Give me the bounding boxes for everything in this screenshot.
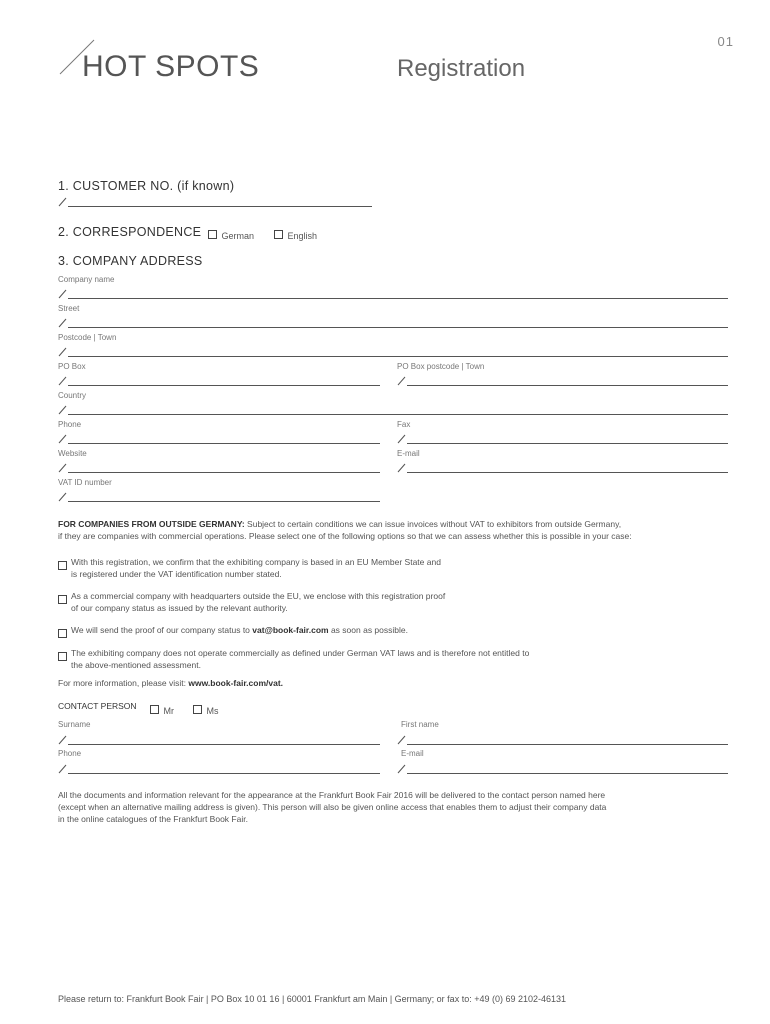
german-label: German xyxy=(221,231,254,241)
country-field[interactable] xyxy=(58,403,728,415)
vat-option-4-text xyxy=(71,647,529,671)
phone-label: Phone xyxy=(58,420,82,429)
correspondence-heading: 2. CORRESPONDENCE xyxy=(58,225,202,239)
more-info-text: For more information, please visit: xyxy=(58,678,189,688)
vat-intro-bold: FOR COMPANIES FROM OUTSIDE GERMANY: xyxy=(58,519,245,529)
field-slash-icon xyxy=(397,432,407,444)
postcode-town-field[interactable] xyxy=(58,345,728,357)
surname-field[interactable] xyxy=(58,733,380,745)
vat-option-4-checkbox[interactable] xyxy=(58,648,67,666)
field-slash-icon xyxy=(397,733,407,745)
english-option[interactable] xyxy=(274,226,317,244)
vat-option-2-text xyxy=(71,590,445,614)
field-slash-icon xyxy=(397,461,407,473)
contact-person-heading: CONTACT PERSON xyxy=(58,701,137,711)
mr-checkbox[interactable] xyxy=(150,705,159,714)
contact-email-label: E-mail xyxy=(401,749,424,758)
vat-option-2-line2: of our company status as issued by the relevant authority. xyxy=(71,603,288,613)
po-box-field[interactable] xyxy=(58,374,380,386)
field-slash-icon xyxy=(58,733,68,745)
postcode-town-label: Postcode | Town xyxy=(58,333,117,342)
field-slash-icon xyxy=(58,345,68,357)
first-name-field[interactable] xyxy=(397,733,728,745)
english-label: English xyxy=(287,231,317,241)
vat-option-1-text xyxy=(71,556,441,580)
company-name-label: Company name xyxy=(58,275,115,284)
contact-notice xyxy=(58,789,748,825)
footer-return-address: Please return to: Frankfurt Book Fair | PO Box 10 01 16 | 60001 Frankfurt am Main | Germany; or fax to: +49 (0) 69 2102-46131 xyxy=(58,994,567,1004)
website-label: Website xyxy=(58,449,87,458)
website-field[interactable] xyxy=(58,461,380,473)
notice-line1: All the documents and information relevant for the appearance at the Frankfurt Book Fair 2016 will be delivered to the contact person named here xyxy=(58,790,606,800)
more-info-link[interactable]: www.book-fair.com/vat. xyxy=(188,678,284,688)
vat-option-2-checkbox[interactable] xyxy=(58,591,67,609)
field-slash-icon xyxy=(58,316,68,328)
email-label: E-mail xyxy=(397,449,420,458)
po-box-postcode-field[interactable] xyxy=(397,374,728,386)
vat-option-4-line2: the above-mentioned assessment. xyxy=(71,660,201,670)
field-slash-icon xyxy=(58,461,68,473)
vat-intro-line1 xyxy=(58,518,738,530)
vat-option-1-line2: is registered under the VAT identification number stated. xyxy=(71,569,282,579)
page-title: Registration xyxy=(397,55,526,82)
customer-no-heading: 1. CUSTOMER NO. (if known) xyxy=(58,179,235,193)
field-slash-icon xyxy=(58,762,68,774)
contact-phone-label: Phone xyxy=(58,749,82,758)
company-address-heading: 3. COMPANY ADDRESS xyxy=(58,254,203,268)
notice-line3: in the online catalogues of the Frankfurt Book Fair. xyxy=(58,814,248,824)
field-slash-icon xyxy=(58,432,68,444)
german-checkbox[interactable] xyxy=(208,230,217,239)
ms-option[interactable] xyxy=(193,701,218,719)
vat-option-3-checkbox[interactable] xyxy=(58,625,67,643)
vat-email-link[interactable]: vat@book-fair.com xyxy=(252,625,329,635)
contact-phone-field[interactable] xyxy=(58,762,380,774)
brand-logo: HOT SPOTS xyxy=(82,50,260,83)
field-slash-icon xyxy=(397,374,407,386)
vat-option-4-line1: The exhibiting company does not operate commercially as defined under German VAT laws and is therefore not entitled to xyxy=(71,648,530,658)
vat-id-label: VAT ID number xyxy=(58,478,112,487)
vat-option-1-checkbox[interactable] xyxy=(58,557,67,575)
vat-option-3-post: as soon as possible. xyxy=(328,625,408,635)
vat-id-field[interactable] xyxy=(58,490,380,502)
po-box-label: PO Box xyxy=(58,362,86,371)
customer-no-field[interactable] xyxy=(58,195,372,207)
vat-option-3-pre: We will send the proof of our company status to xyxy=(71,625,253,635)
street-field[interactable] xyxy=(58,316,728,328)
page-number: 01 xyxy=(717,34,734,49)
ms-label: Ms xyxy=(206,706,219,716)
german-option[interactable] xyxy=(208,226,254,244)
vat-option-3-text xyxy=(71,624,408,636)
po-box-postcode-label: PO Box postcode | Town xyxy=(397,362,485,371)
first-name-label: First name xyxy=(401,720,439,729)
vat-option-2-line1: As a commercial company with headquarters outside the EU, we enclose with this registration proof xyxy=(71,591,446,601)
ms-checkbox[interactable] xyxy=(193,705,202,714)
field-slash-icon xyxy=(58,490,68,502)
field-slash-icon xyxy=(58,374,68,386)
field-slash-icon xyxy=(58,287,68,299)
field-slash-icon xyxy=(58,403,68,415)
vat-intro-line2: if they are companies with commercial operations. Please select one of the following options so that we can assess whether this is possible in your case: xyxy=(58,531,632,541)
mr-label: Mr xyxy=(163,706,174,716)
email-field[interactable] xyxy=(397,461,728,473)
field-slash-icon xyxy=(397,762,407,774)
country-label: Country xyxy=(58,391,87,400)
fax-label: Fax xyxy=(397,420,411,429)
vat-intro xyxy=(58,518,738,542)
mr-option[interactable] xyxy=(150,701,174,719)
more-info xyxy=(58,677,283,689)
contact-email-field[interactable] xyxy=(397,762,728,774)
phone-field[interactable] xyxy=(58,432,380,444)
vat-option-1-line1: With this registration, we confirm that the exhibiting company is based in an EU Member State and xyxy=(71,557,441,567)
surname-label: Surname xyxy=(58,720,91,729)
notice-line2: (except when an alternative mailing address is given). This person will also be given online access that enables them to adjust their company data xyxy=(58,802,607,812)
vat-intro-rest: Subject to certain conditions we can issue invoices without VAT to exhibitors from outside Germany, xyxy=(244,519,622,529)
english-checkbox[interactable] xyxy=(274,230,283,239)
field-slash-icon xyxy=(58,195,68,207)
street-label: Street xyxy=(58,304,80,313)
company-name-field[interactable] xyxy=(58,287,728,299)
fax-field[interactable] xyxy=(397,432,728,444)
